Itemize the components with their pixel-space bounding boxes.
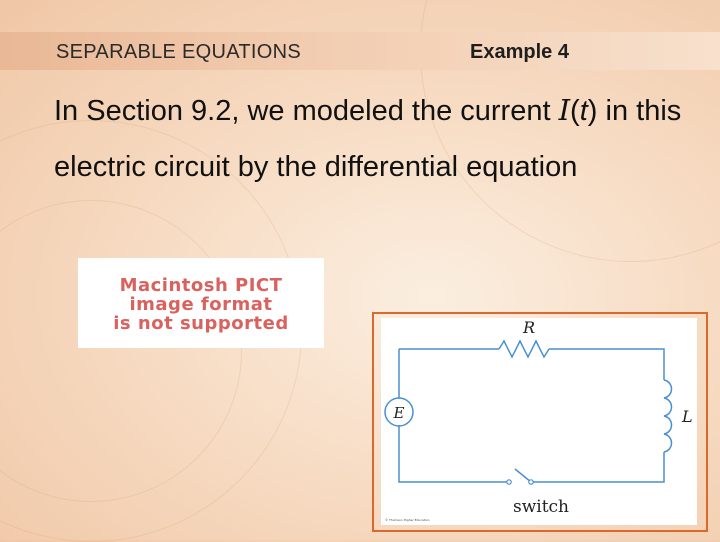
switch-blade: [515, 469, 531, 482]
placeholder-line-2: image format: [129, 294, 273, 315]
paren-open: (: [570, 95, 580, 127]
switch-label: switch: [512, 497, 570, 517]
switch-contact-left: [507, 480, 511, 484]
circuit-wires: [385, 341, 672, 482]
top-wire-right: [549, 349, 664, 380]
slide-title: SEPARABLE EQUATIONS: [56, 41, 302, 63]
placeholder-text: [78, 276, 324, 333]
switch-contact-right: [529, 480, 533, 484]
paren-close: ): [587, 95, 598, 127]
inductor-symbol: [664, 380, 672, 452]
body-text-end: in this electric circuit by the differential equation: [54, 95, 682, 183]
resistor-symbol: [499, 341, 549, 357]
body-text-start: In Section 9.2, we modeled the current: [54, 95, 559, 127]
body-paragraph: [54, 82, 704, 195]
circuit-diagram: [381, 318, 697, 525]
right-wire-lower: [531, 452, 664, 482]
resistor-label: R: [522, 318, 536, 337]
source-label: E: [393, 404, 405, 422]
math-current-symbol: I: [558, 93, 571, 127]
bottom-wire-left: [399, 425, 509, 482]
placeholder-line-3: is not supported: [113, 313, 289, 334]
inductor-label: L: [682, 407, 693, 426]
placeholder-line-1: Macintosh PICT: [119, 275, 283, 296]
math-time-variable: t: [579, 95, 588, 127]
unsupported-image-placeholder: [78, 258, 324, 348]
figure-credit: © Thomson Higher Education: [385, 518, 430, 522]
example-label: Example 4: [470, 41, 569, 63]
